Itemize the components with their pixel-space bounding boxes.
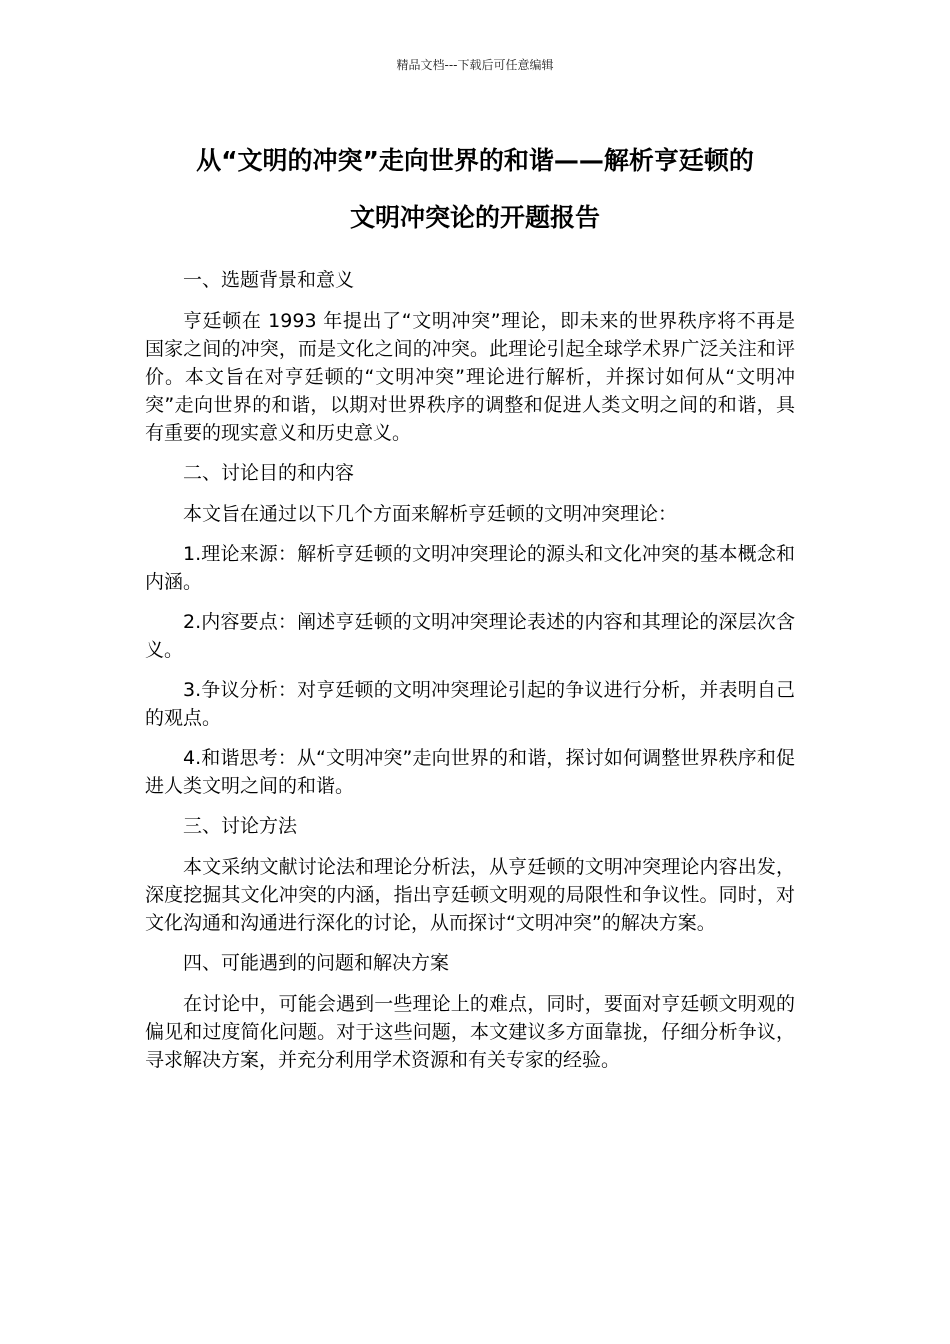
list-item-harmony: 4.和谐思考：从“文明冲突”走向世界的和谐，探讨如何调整世界秩序和促进人类文明之间的和谐。 <box>145 747 795 797</box>
title-line-1: 从“文明的冲突”走向世界的和谐——解析亨廷顿的 <box>196 146 754 175</box>
section-heading-method: 三、讨论方法 <box>183 815 298 837</box>
list-item-controversy: 3.争议分析：对亨廷顿的文明冲突理论引起的争议进行分析，并表明自己的观点。 <box>145 679 795 729</box>
paragraph-background: 亨廷顿在 1993 年提出了“文明冲突”理论，即未来的世界秩序将不再是国家之间的冲突，而是文化之间的冲突。此理论引起全球学术界广泛关注和评价。本文旨在对亨廷顿的“文明冲突”理论进行解析，并探讨如何从“文明冲突”走向世界的和谐，以期对世界秩序的调整和促进人类文明之间的和谐，具有重要的现实意义和历史意义。 <box>145 310 795 444</box>
title-line-2: 文明冲突论的开题报告 <box>349 203 600 232</box>
paragraph-problems: 在讨论中，可能会遇到一些理论上的难点，同时，要面对亨廷顿文明观的偏见和过度简化问题。对于这些问题，本文建议多方面靠拢，仔细分析争议，寻求解决方案，并充分利用学术资源和有关专家的经验。 <box>145 993 795 1071</box>
section-heading-purpose: 二、讨论目的和内容 <box>183 462 355 484</box>
paragraph-method: 本文采纳文献讨论法和理论分析法，从亨廷顿的文明冲突理论内容出发，深度挖掘其文化冲突的内涵，指出亨廷顿文明观的局限性和争议性。同时，对文化沟通和沟通进行深化的讨论，从而探讨“文明冲突”的解决方案。 <box>145 856 795 934</box>
section-heading-problems: 四、可能遇到的问题和解决方案 <box>183 952 450 974</box>
section-heading-background: 一、选题背景和意义 <box>183 269 355 291</box>
document-body <box>145 266 795 1086</box>
document-title <box>145 132 805 246</box>
list-item-theory-source: 1.理论来源：解析亨廷顿的文明冲突理论的源头和文化冲突的基本概念和内涵。 <box>145 543 795 593</box>
paragraph-purpose-intro: 本文旨在通过以下几个方面来解析亨廷顿的文明冲突理论： <box>183 503 678 525</box>
list-item-content-points: 2.内容要点：阐述亨廷顿的文明冲突理论表述的内容和其理论的深层次含义。 <box>145 611 795 661</box>
page-header: 精品文档---下载后可任意编辑 <box>396 58 554 72</box>
